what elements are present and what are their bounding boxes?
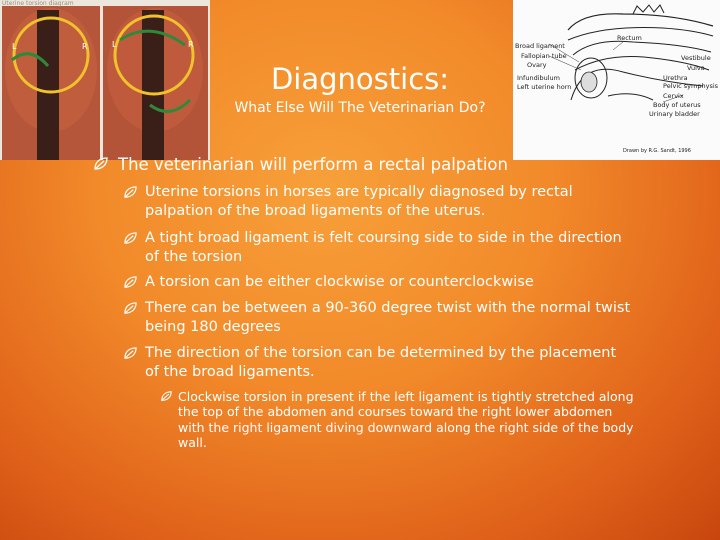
- bullet-level2: [123, 344, 633, 381]
- diagram-label-ovary: Ovary: [527, 61, 547, 69]
- photo-label-r2: R: [188, 40, 194, 49]
- diagram-label-left-uterine-horn: Left uterine horn: [517, 83, 572, 91]
- bullet-text: There can be between a 90-360 degree twist with the normal twist being 180 degrees: [145, 300, 631, 335]
- diagram-label-broad-ligament: Broad ligament: [515, 42, 565, 50]
- bullet-text: The veterinarian will perform a rectal palpation: [118, 155, 508, 174]
- diagram-label-fallopian-tube: Fallopian tube: [521, 52, 567, 60]
- leaf-bullet-icon: [123, 186, 138, 199]
- photo-tag: Uterine torsion diagram: [2, 0, 74, 7]
- bullet-level2: [123, 183, 633, 220]
- bullet-text: A tight broad ligament is felt coursing side to side in the direction of the torsion: [145, 230, 622, 265]
- photo-label-l2: L: [112, 40, 117, 49]
- bullet-text: The direction of the torsion can be determined by the placement of the broad ligaments.: [145, 345, 617, 380]
- bullet-level2: [123, 273, 633, 292]
- slide-title: Diagnostics:: [270, 62, 450, 96]
- slide-subtitle: What Else Will The Veterinarian Do?: [234, 100, 486, 116]
- bullet-text: Clockwise torsion in present if the left ligament is tightly stretched along the top of the abdomen and courses toward the right lower abdomen with the right ligament diving downward along the right side of the body wall.: [178, 389, 634, 450]
- bullet-text: A torsion can be either clockwise or counterclockwise: [145, 274, 534, 290]
- diagram-label-body-of-uterus: Body of uterus: [653, 101, 701, 109]
- leaf-bullet-icon: [123, 302, 138, 315]
- diagram-label-cervix: Cervix: [663, 92, 684, 100]
- leaf-bullet-icon: [123, 276, 138, 289]
- diagram-label-urinary-bladder: Urinary bladder: [649, 110, 700, 118]
- photo-label-l1: L: [12, 42, 17, 51]
- leaf-bullet-icon: [93, 157, 109, 171]
- diagram-label-infundibulum: Infundibulum: [517, 74, 560, 82]
- bullet-text: Uterine torsions in horses are typically diagnosed by rectal palpation of the broad ligaments of the uterus.: [145, 184, 573, 219]
- diagram-label-pelvic-symphysis: Pelvic symphysis: [663, 82, 719, 90]
- diagram-label-vulva: Vulva: [687, 64, 705, 72]
- bullet-level2: [123, 299, 633, 336]
- leaf-bullet-icon: [123, 232, 138, 245]
- diagram-label-rectum: Rectum: [617, 34, 642, 42]
- photo-label-r1: R: [82, 42, 88, 51]
- leaf-bullet-icon: [160, 391, 173, 402]
- bullet-level3: [160, 389, 640, 450]
- diagram-credit: Drawn by R.G. Sandt, 1996: [623, 148, 691, 154]
- bullet-level2: [123, 229, 633, 266]
- leaf-bullet-icon: [123, 347, 138, 360]
- diagram-label-urethra: Urethra: [663, 74, 688, 82]
- diagram-label-vestibule: Vestibule: [681, 54, 711, 62]
- bullet-level1: [93, 154, 508, 175]
